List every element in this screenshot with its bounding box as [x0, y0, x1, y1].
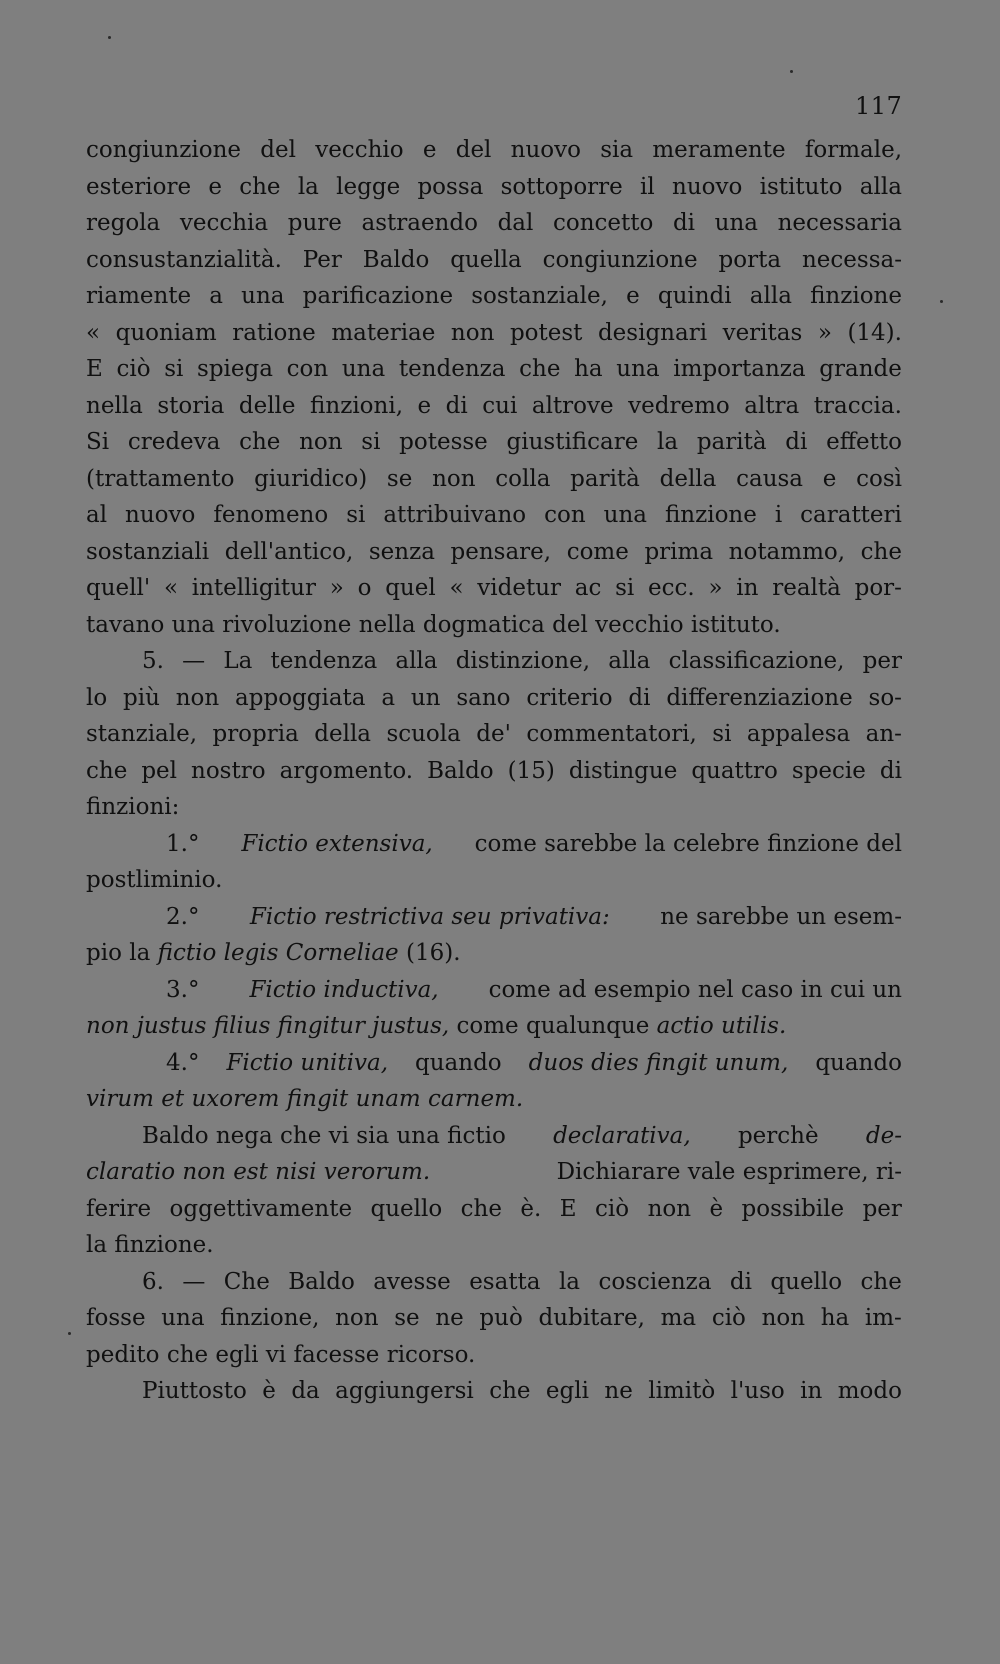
list-item-line: postliminio.	[86, 867, 223, 893]
text-line: lo più non appoggiata a un sano criterio di differenziazione so-	[86, 684, 902, 711]
text-line: Piuttosto è da aggiungersi che egli ne limitò l'uso in modo	[142, 1378, 902, 1404]
text-line: stanziale, propria della scuola de' commentatori, si appalesa an-	[86, 721, 902, 747]
scan-speck	[940, 300, 943, 303]
text-line: tavano una rivoluzione nella dogmatica del vecchio istituto.	[86, 611, 781, 638]
text-line: (trattamento giuridico) se non colla parità della causa e così	[86, 465, 902, 492]
text-line: Baldo nega che vi sia una fictio declarativa, perchè de-	[142, 1122, 902, 1149]
scan-speck	[108, 36, 111, 39]
text-line: la finzione.	[86, 1232, 214, 1258]
text-line: congiunzione del vecchio e del nuovo sia meramente formale,	[86, 137, 902, 163]
list-item-line: pio la fictio legis Corneliae (16).	[86, 940, 461, 966]
text-line: pedito che egli vi facesse ricorso.	[86, 1341, 476, 1368]
text-line: claratio non est nisi verorum. Dichiarare vale esprimere, ri-	[86, 1159, 902, 1185]
text-line: « quoniam ratione materiae non potest designari veritas » (14).	[86, 319, 902, 346]
list-item-line: 4.° Fictio unitiva, quando duos dies fingit unum, quando	[166, 1049, 902, 1076]
text-line: quell' « intelligitur » o quel « videtur ac si ecc. » in realtà por-	[86, 575, 902, 601]
list-item-line: 1.° Fictio extensiva, come sarebbe la celebre finzione del	[166, 830, 902, 857]
text-line: fosse una finzione, non se ne può dubitare, ma ciò non ha im-	[86, 1305, 902, 1331]
text-line: 6. — Che Baldo avesse esatta la coscienza di quello che	[142, 1268, 902, 1295]
text-line: sostanziali dell'antico, senza pensare, come prima notammo, che	[86, 538, 902, 565]
text-line: 5. — La tendenza alla distinzione, alla classificazione, per	[142, 648, 902, 674]
list-item-line: 2.° Fictio restrictiva seu privativa: ne sarebbe un esem-	[166, 903, 902, 930]
text-line: regola vecchia pure astraendo dal concetto di una necessaria	[86, 210, 902, 236]
text-line: esteriore e che la legge possa sottoporre il nuovo istituto alla	[86, 173, 902, 200]
text-line: ferire oggettivamente quello che è. E ciò non è possibile per	[86, 1195, 902, 1222]
list-item-line: virum et uxorem fingit unam carnem.	[86, 1086, 524, 1112]
body-text	[86, 132, 902, 1410]
text-line: E ciò si spiega con una tendenza che ha una importanza grande	[86, 356, 902, 382]
scan-speck	[68, 1332, 71, 1335]
text-line: al nuovo fenomeno si attribuivano con una finzione i caratteri	[86, 502, 902, 528]
text-line: riamente a una parificazione sostanziale, e quindi alla finzione	[86, 283, 902, 309]
text-line: Si credeva che non si potesse giustificare la parità di effetto	[86, 429, 902, 455]
text-line: nella storia delle finzioni, e di cui altrove vedremo altra traccia.	[86, 392, 902, 419]
text-line: finzioni:	[86, 794, 180, 820]
list-item-line: 3.° Fictio inductiva, come ad esempio nel caso in cui un	[166, 976, 902, 1003]
page-number: 117	[855, 92, 903, 120]
text-line: che pel nostro argomento. Baldo (15) distingue quattro specie di	[86, 757, 902, 784]
list-item-line: non justus filius fingitur justus, come qualunque actio utilis.	[86, 1013, 787, 1039]
text-line: consustanzialità. Per Baldo quella congiunzione porta necessa-	[86, 246, 902, 273]
scan-speck	[790, 70, 793, 73]
